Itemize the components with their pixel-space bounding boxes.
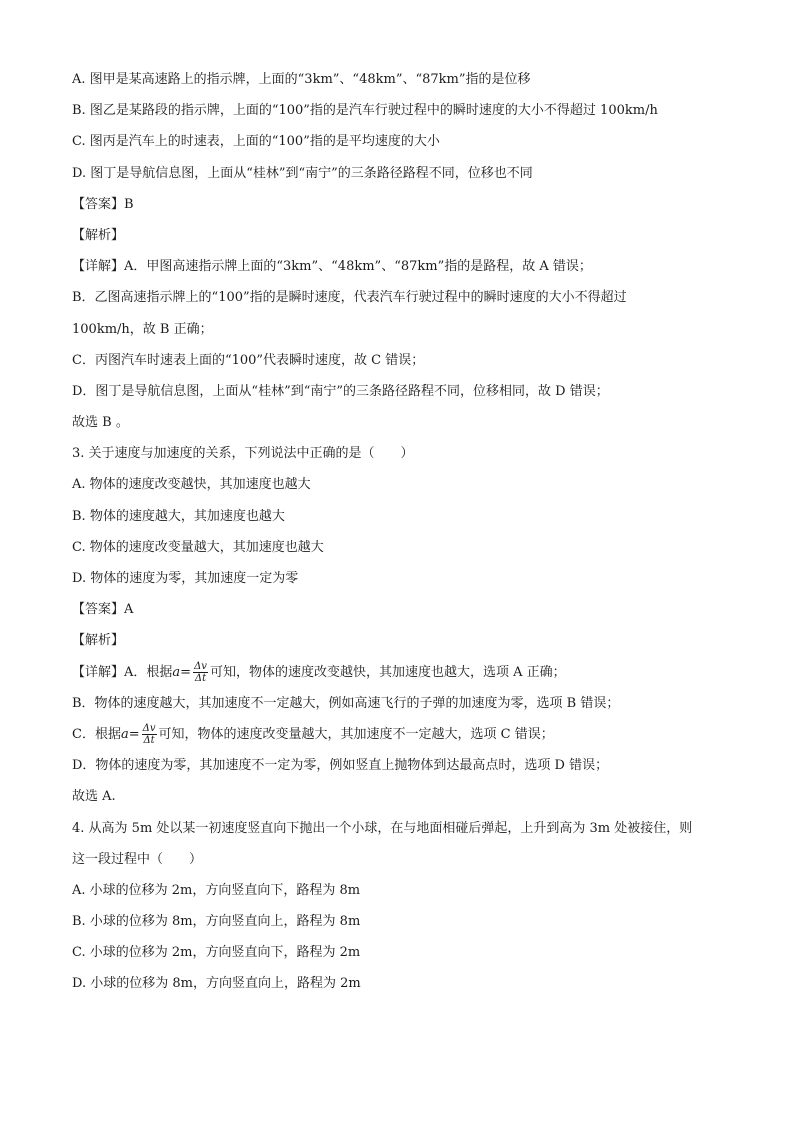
q2-detail-b-cont: 100km/h，故 B 正确； (72, 321, 213, 337)
q2-analysis-label: 【解析】 (72, 227, 125, 243)
q3-stem: 3. 关于速度与加速度的关系，下列说法中正确的是（ ） (72, 446, 414, 462)
formula-variable: a (120, 726, 129, 742)
q2-detail-a: 【详解】A．甲图高速指示牌上面的“3km”、“48km”、“87km”指的是路程，故 A 错误； (72, 259, 592, 275)
q3-detail-b: B．物体的速度越大，其加速度不一定越大，例如高速飞行的子弹的加速度为零，选项 B 错误； (72, 695, 620, 711)
q2-option-b: B. 图乙是某路段的指示牌，上面的“100”指的是汽车行驶过程中的瞬时速度的大小不得超过 100km/h (72, 103, 658, 119)
q2-option-d: D. 图丁是导航信息图，上面从“桂林”到“南宁”的三条路径路程不同，位移也不同 (72, 165, 533, 181)
q3-detail-a (72, 657, 732, 688)
q3-conclusion: 故选 A. (72, 789, 116, 805)
q3-option-a: A. 物体的速度改变越快，其加速度也越大 (72, 477, 311, 493)
formula-fraction (142, 723, 157, 746)
q3-detail-a-pre: 【详解】A．根据 (72, 664, 173, 680)
formula-numerator: Δv (194, 660, 207, 672)
q4-stem-line-1: 4. 从高为 5m 处以某一初速度竖直向下抛出一个小球，在与地面相碰后弹起，上升到高为 3m 处被接住，则 (72, 820, 693, 836)
q2-conclusion: 故选 B 。 (72, 415, 129, 431)
formula-fraction (193, 661, 208, 684)
formula-equals: = (180, 664, 192, 680)
q3-option-c: C. 物体的速度改变量越大，其加速度也越大 (72, 539, 324, 555)
q4-option-b: B. 小球的位移为 8m，方向竖直向上，路程为 8m (72, 914, 361, 930)
q2-option-c: C. 图丙是汽车上的时速表，上面的“100”指的是平均速度的大小 (72, 134, 440, 150)
formula-numerator: Δv (142, 722, 156, 734)
formula-denominator: Δt (194, 672, 207, 684)
q3-option-b: B. 物体的速度越大，其加速度也越大 (72, 508, 285, 524)
q2-answer: 【答案】B (72, 196, 134, 212)
q2-detail-b: B．乙图高速指示牌上的“100”指的是瞬时速度，代表汽车行驶过程中的瞬时速度的大小不得超过 (72, 290, 627, 306)
q2-detail-d: D．图丁是导航信息图，上面从“桂林”到“南宁”的三条路径路程不同，位移相同，故 D 错误； (72, 383, 609, 399)
q3-detail-a-post: 可知，物体的速度改变越快，其加速度也越大，选项 A 正确； (209, 664, 566, 680)
q3-option-d: D. 物体的速度为零，其加速度一定为零 (72, 571, 299, 586)
formula-variable: a (172, 664, 181, 680)
q3-detail-d: D．物体的速度为零，其加速度不一定为零，例如竖直上抛物体到达最高点时，选项 D 错误； (72, 758, 609, 774)
q3-detail-c-post: 可知，物体的速度改变量越大，其加速度不一定越大，选项 C 错误； (158, 726, 554, 742)
q4-option-c: C. 小球的位移为 2m，方向竖直向下，路程为 2m (72, 945, 361, 961)
q3-answer: 【答案】A (72, 602, 134, 618)
q3-analysis-label: 【解析】 (72, 633, 125, 649)
q3-detail-c-pre: C．根据 (72, 726, 121, 742)
formula-equals: = (128, 726, 140, 742)
q4-option-d: D. 小球的位移为 8m，方向竖直向上，路程为 2m (72, 976, 361, 992)
q4-option-a: A. 小球的位移为 2m，方向竖直向下，路程为 8m (72, 882, 361, 898)
document-page (72, 64, 732, 1000)
q4-stem-line-2: 这一段过程中（ ） (72, 851, 203, 867)
q2-detail-c: C．丙图汽车时速表上面的“100”代表瞬时速度，故 C 错误； (72, 352, 425, 368)
formula-denominator: Δt (143, 734, 155, 746)
q3-detail-c (72, 719, 732, 750)
q2-option-a: A. 图甲是某高速路上的指示牌，上面的“3km”、“48km”、“87km”指的是位移 (72, 72, 531, 87)
